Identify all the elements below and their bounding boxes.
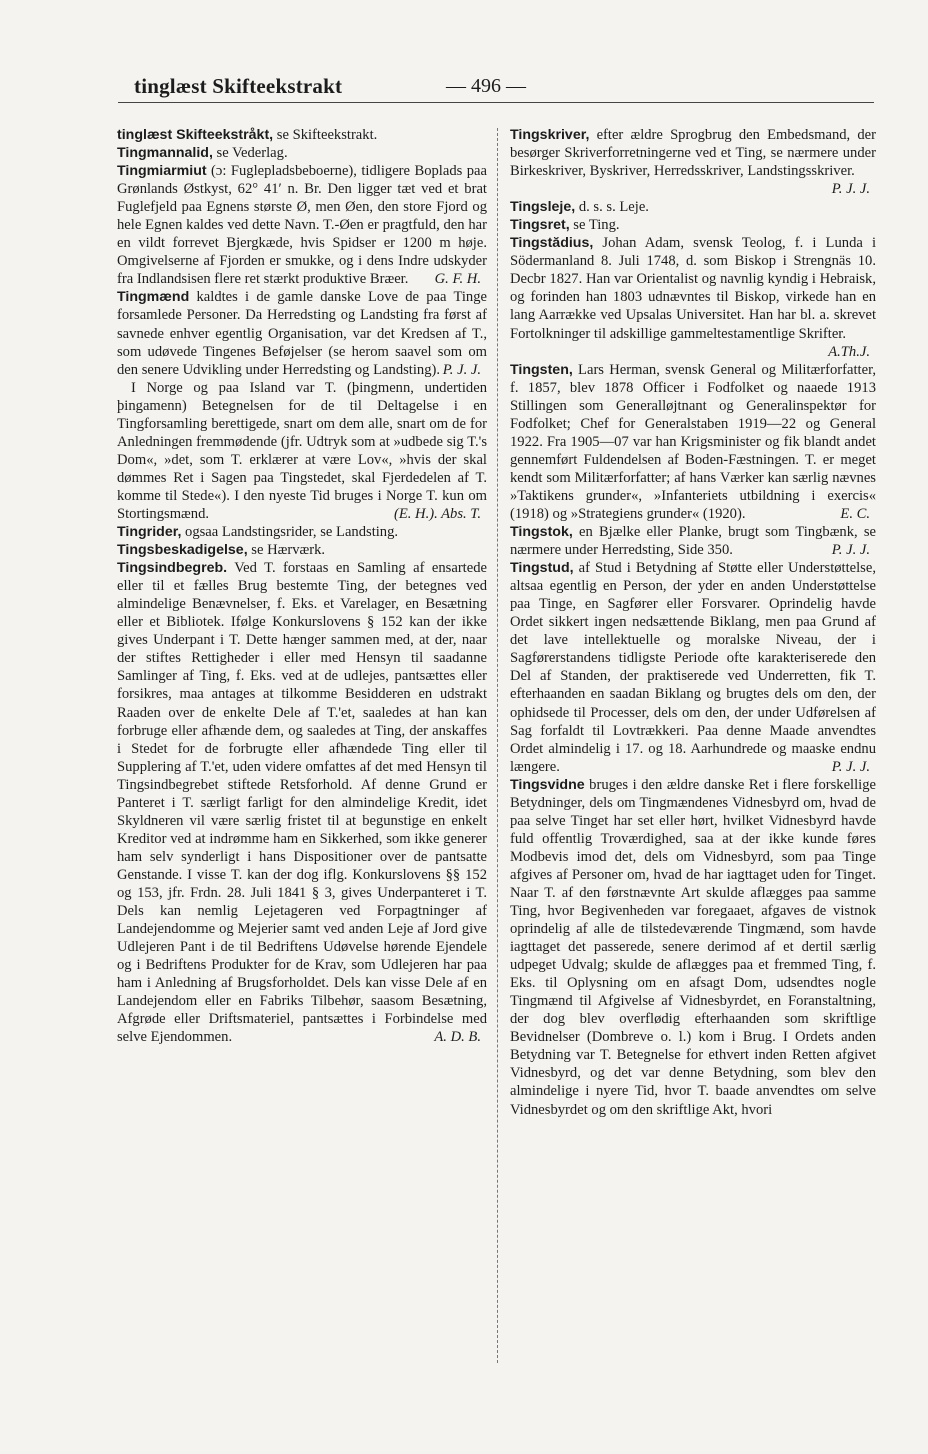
entry-headword: Tingmiarmiut (117, 163, 207, 180)
dictionary-entry (117, 541, 487, 559)
entry-text: se Vederlag. (212, 145, 288, 162)
author-signature: E. C. (840, 505, 870, 522)
entry-text: Lars Herman, svensk General og Militærforfatter, f. 1857, blev 1878 Officer i Fodfolket og naaede 1913 Stillingen som Generalløjtnant og Generalinspektør for Fodfolket; Chef for Generalstaben 1919—22 og General 1922. Fra 1905—07 var han Krigsminister og fik blandt andet gennemført Fuldendelsen af Boden-Fæstningen. T. er meget kendt som Militærforfatter; af hans Værker kan særlig nævnes »Taktikens grunder«, »Infanteriets utbildning i exercis« (1918) og »Strategiens grunder« (1920). (510, 361, 876, 522)
entry-text: af Stud i Betydning af Støtte eller Understøttelse, altsaa egentlig en Person, der yder en anden Understøttelse paa Tinge, en Sagfører eller Forsvarer. Oprindelig havde Ordet sikkert ingen nedsættende Biklang, men paa Grund af det lave intellektuelle og moralske Niveau, der i Sagførerstandens tidligste Periode ofte karakteriserede den Del af Standen, der praktiserede ved Underretten, fik T. efterhaanden en saadan Biklang og brugtes dels om den, der ophidsede til Processer, dels om den, der under Udførelsen af Sag forfaldt til Lovtrækkeri. Paa denne Maade anvendtes Ordet almindelig i 17. og 18. Aarhundrede og maaske endnu længere. (510, 560, 876, 775)
page-number: — 496 — (446, 75, 526, 97)
entry-text: Ved T. forstaas en Samling af ensartede eller til et fælles Brug bestemte Ting, der betegnes ved almindelige Benævnelser, f. Eks. et Varelager, en Besætning eller et Bibliotek. Ifølge Konkurslovens § 152 kan der ikke gives Underpant i T. Dette hænger sammen med, at der, naar der stiftes Rettigheder i eller med Hensyn til saadanne Samlinger af Ting, f. Eks. ved at de udlejes, pantsættes eller forsikres, maa antages at tilkomme Besidderen en udstrakt Raaden over de enkelte Dele af T.'et, saaledes at han kan forbruge eller afhænde dem, og saaledes at Ting, der anskaffes i Stedet for de forbrugte eller afhændede Ting eller til Supplering af T.'et, uden videre omfattes af det med Hensyn til Tingsindbegrebet stiftede Retsforhold. Af denne Grund er Panteret i T. særligt farligt for den almindelige Kredit, idet Skyldneren vil være særlig fristet til at begunstige en enkelt Kreditor ved at indrømme ham en Sikkerhed, som ikke generer ham selv synderligt i hans Dispositioner over de pantsatte Genstande. I visse T. kan der dog iflg. Konkurslovens §§ 152 og 153, jfr. Frdn. 28. Juli 1841 § 3, gives Underpanteret i T. Dels kan nemlig Lejetageren ved Forpagtninger af Landejendomme og Mejerier samt ved anden Leje af Jord give Udlejeren Pant i de til Bedriftens Udøvelse hørende Ejendele og i Bedriftens Produkter for de Krav, som Udlejeren har paa ham i Anledning af Brugsforholdet. Dels kan visse Dele af en Landejendom eller en Fabriks Tilbehør, saasom Besætning, Afgrøde eller Driftsmateriel, pantsættes i Forbindelse med selve Ejendommen. (117, 560, 487, 1046)
entry-text: ogsaa Landstingsrider, se Landsting. (181, 524, 399, 541)
author-signature: (E. H.). Abs. T. (393, 505, 481, 522)
dictionary-entry (117, 559, 487, 1046)
entry-text: se Skifteekstrakt. (273, 127, 378, 143)
entry-text: (ɔ: Fuglepladsbeboerne), tidligere Boplads paa Grønlands Østkyst, 62° 41′ n. Br. Den ligger tæt ved et brat Fuglefjeld paa Egnens største Ø, men Øen, den store Fjord og hele Egnen kaldes ved dette Navn. T.-Øen er pragtfuld, den har en vildt forrevet Bjergkæde, hvis Spidser er 1200 m høje. Omgivelserne af Fjorden er smukke, og i dens Indre udskyder fra Indlandsisen flere ret stærkt produktive Bræer. (117, 163, 487, 288)
entry-text: d. s. s. Leje. (575, 199, 649, 216)
entry-text: efter ældre Sprogbrug den Embedsmand, der besørger Skriverforretningerne ved et Ting, se nærmere under Birkeskriver, Byskriver, Herredsskriver, Landstingsskriver. (510, 127, 876, 180)
author-signature: A. D. B. (434, 1029, 481, 1046)
dictionary-entry (510, 523, 876, 559)
entry-text: kaldtes i de gamle danske Love de paa Tinge forsamlede Personer. Da Herredsting og Landsting fra først af savnede enhver egentlig Organisation, var det Kredsen af T., som udøvede Tingenes Beføjelser (se herom saavel som om den senere Udvikling under Herredsting og Landsting). (117, 289, 487, 378)
dictionary-entry (117, 162, 487, 288)
dictionary-entry (510, 559, 876, 776)
entry-headword: Tingmænd (117, 289, 190, 306)
dictionary-entry (510, 776, 876, 1119)
entry-text: se Hærværk. (247, 542, 326, 559)
dictionary-entry (117, 379, 487, 523)
entry-headword: Tingsindbegreb. (117, 560, 228, 577)
entry-headword: Tingsleje, (510, 199, 576, 216)
dictionary-entry (117, 288, 487, 378)
dictionary-entry (510, 216, 876, 234)
left-column (117, 126, 487, 1046)
entry-headword: tinglæst Skifteekstråkt, (117, 127, 274, 143)
entry-headword: Tingsvidne (510, 776, 585, 793)
author-signature: P. J. J. (831, 542, 870, 559)
right-column (510, 126, 876, 1119)
author-signature: P. J. J. (442, 361, 481, 378)
dictionary-entry (510, 234, 876, 360)
entry-text: se Ting. (569, 217, 620, 234)
dictionary-entry (117, 144, 487, 162)
running-title: tinglæst Skifteekstrakt (134, 74, 343, 98)
author-signature: P. J. J. (831, 758, 870, 775)
entry-headword: Tingstădius, (510, 235, 594, 252)
author-signature: A.Th.J. (828, 343, 870, 360)
dictionary-entry (510, 361, 876, 523)
entry-headword: Tingsret, (510, 217, 570, 234)
dictionary-entry (117, 523, 487, 541)
entry-headword: Tingstud, (510, 560, 574, 577)
dictionary-entry (510, 126, 876, 198)
author-signature: G. F. H. (434, 271, 481, 288)
entry-text: bruges i den ældre danske Ret i flere forskellige Betydninger, dels om Tingmændenes Vidnesbyrd om, hvad de paa selve Tinget har set eller hørt, hvilket Vidnesbyrd havde fuld offentlig Troværdighed, saa at der ikke kunde føres Modbevis imod det, dels om Vidnesbyrd, som paa Tinge afgives af Personer om, hvad de har iagttaget uden for Tinget. Naar T. af den førstnævnte Art skulde aflægges paa samme Ting, hvor Begivenheden var foregaaet, afgaves de vistnok oprindelig af alle de tilstedeværende Tingmænd, som havde iagttaget det passerede, senere derimod af et dertil særlig udpeget Udvalg; skulde de aflægges paa et fremmed Ting, f. Eks. til Oplysning om en afsagt Dom, udsendtes nogle Tingmænd til Afgivelse af Vidnesbyrdet, en Foranstaltning, der dog blev overflødig efterhaanden som skriftlige Bevidnelser (Dombreve o. l.) kom i Brug. I Ordets anden Betydning var T. Betegnelse for ethvert inden Retten afgivet Vidnesbyrd, og det var denne Betydning, som blev den almindelige i nyere Tid, hvor T. baade anvendtes om selve Vidnesbyrdet og om den skriftlige Akt, hvori (510, 776, 876, 1118)
author-signature: P. J. J. (831, 181, 870, 198)
dictionary-entry (117, 126, 487, 144)
entry-headword: Tingmannalid, (117, 145, 213, 162)
entry-headword: Tingstok, (510, 524, 573, 541)
header-rule (118, 102, 874, 103)
entry-headword: Tingrider, (117, 524, 182, 541)
entry-text: I Norge og paa Island var T. (þingmenn, undertiden þingamenn) Betegnelsen for de til Deltagelse i en Tingforsamling berettigede, snart om dem alle, snart om de for Anledningen fremmødende (jfr. Udtryk som at »udbede sig T.'s Dom«, »det, som T. erklærer at være Lov«, »hvis der skal dømmes Ret i Sagen paa Tingstedet, skal Fjerdedelen af T. komme til Stede«). I den nyeste Tid bruges i Norge T. kun om Stortingsmænd. (117, 379, 487, 522)
entry-headword: Tingsbeskadigelse, (117, 542, 248, 559)
column-divider (497, 128, 498, 1363)
entry-headword: Tingskriver, (510, 127, 590, 143)
page-header (118, 66, 874, 106)
dictionary-entry (510, 198, 876, 216)
entry-text: Johan Adam, svensk Teolog, f. i Lunda i Södermanland 8. Juli 1748, d. som Biskop i Strengnäs 10. Decbr 1827. Han var Orientalist og navnlig kyndig i Hebraisk, og forinden han 1803 udnævntes til Biskop, virkede han en lang Aarrække ved Upsalas Universitet. Han har bl. a. skrevet Fortolkninger til adskillige gammeltestamentlige Skrifter. (510, 235, 876, 342)
entry-headword: Tingsten, (510, 361, 573, 378)
entry-text: en Bjælke eller Planke, brugt som Tingbænk, se nærmere under Herredsting, Side 350. (510, 524, 876, 559)
